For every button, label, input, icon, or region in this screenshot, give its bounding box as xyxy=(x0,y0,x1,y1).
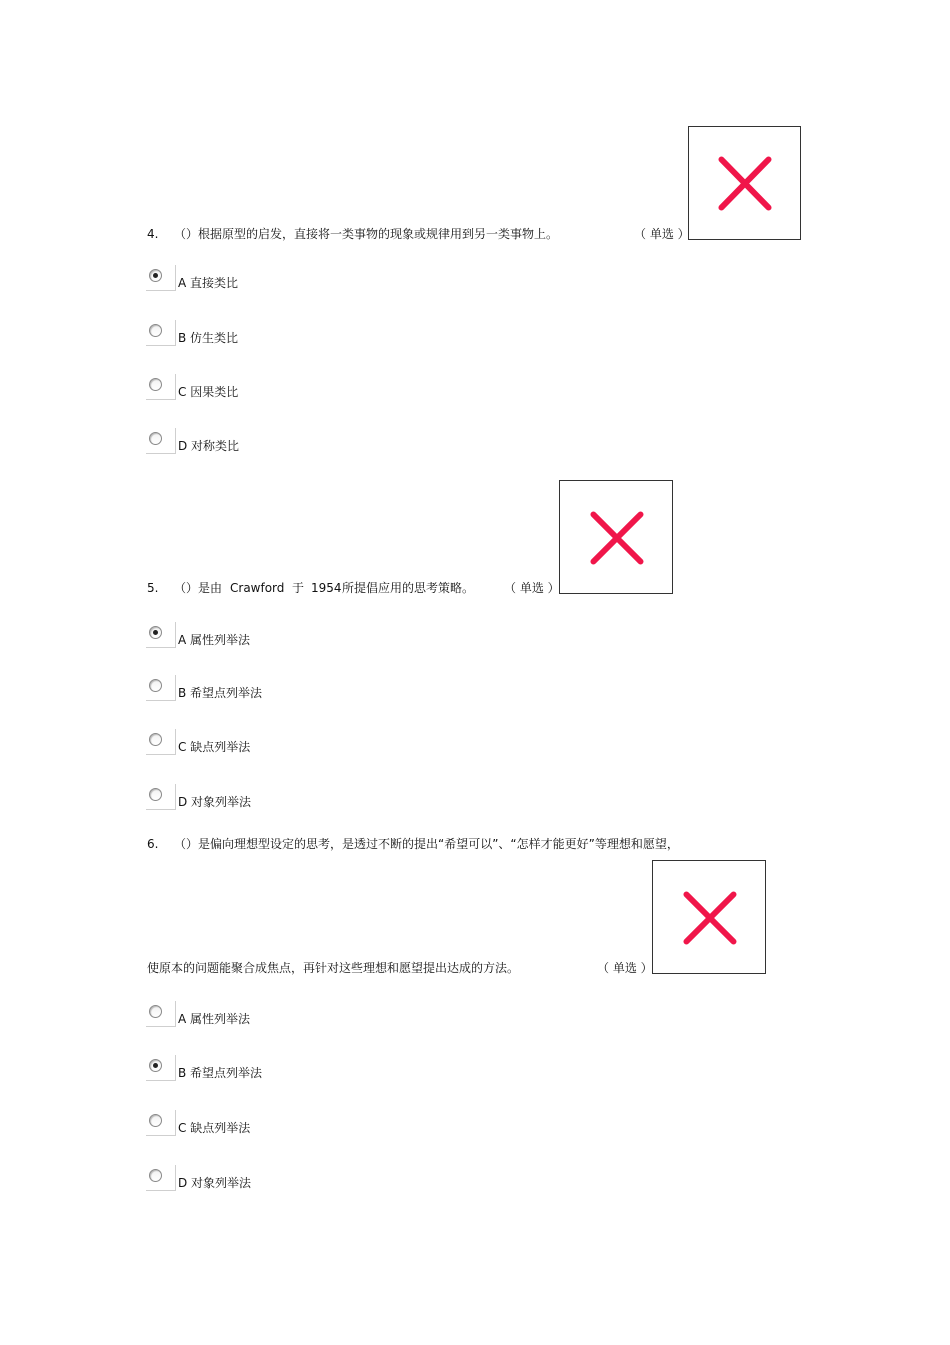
option-label: C 缺点列举法 xyxy=(178,740,251,754)
question-text-line2: 使原本的问题能聚合成焦点，再针对这些理想和愿望提出达成的方法。 xyxy=(147,961,520,975)
question-text-line1: （）是偏向理想型设定的思考，是透过不断的提出“希望可以”、“怎样才能更好”等理想和愿望， xyxy=(174,837,679,851)
option-label: A 直接类比 xyxy=(178,276,239,290)
question-text: （）根据原型的启发，直接将一类事物的现象或规律用到另一类事物上。 xyxy=(174,227,559,241)
question-text-start: （）是由 xyxy=(174,581,223,595)
radio-button[interactable] xyxy=(149,1114,162,1127)
option-label: D 对象列举法 xyxy=(178,1176,252,1190)
option-label: B 希望点列举法 xyxy=(178,686,263,700)
question-year: 1954 xyxy=(311,581,342,595)
option-label: D 对象列举法 xyxy=(178,795,252,809)
question-type-tag: （ 单选 ） xyxy=(504,581,560,595)
question-number: 6. xyxy=(147,837,159,851)
question-text-yu: 于 xyxy=(292,581,305,595)
radio-button[interactable] xyxy=(149,378,162,391)
radio-button[interactable] xyxy=(149,788,162,801)
question-type-tag: （ 单选 ） xyxy=(597,961,653,975)
option-label: A 属性列举法 xyxy=(178,633,251,647)
radio-button[interactable] xyxy=(149,626,162,639)
option-label: D 对称类比 xyxy=(178,439,240,453)
wrong-answer-mark-q4 xyxy=(688,126,801,240)
radio-button[interactable] xyxy=(149,1059,162,1072)
radio-button[interactable] xyxy=(149,432,162,445)
option-label: B 希望点列举法 xyxy=(178,1066,263,1080)
wrong-cross-icon xyxy=(689,127,800,239)
wrong-cross-icon xyxy=(560,481,672,593)
option-label: C 缺点列举法 xyxy=(178,1121,251,1135)
question-type-tag: （ 单选 ） xyxy=(634,227,690,241)
question-number: 5. xyxy=(147,581,159,595)
question-name: Crawford xyxy=(230,581,285,595)
option-label: C 因果类比 xyxy=(178,385,239,399)
option-label: B 仿生类比 xyxy=(178,331,239,345)
option-label: A 属性列举法 xyxy=(178,1012,251,1026)
question-number: 4. xyxy=(147,227,159,241)
question-text-end: 所提倡应用的思考策略。 xyxy=(342,581,475,595)
radio-button[interactable] xyxy=(149,733,162,746)
wrong-cross-icon xyxy=(653,861,765,973)
radio-button[interactable] xyxy=(149,269,162,282)
wrong-answer-mark-q6 xyxy=(652,860,766,974)
wrong-answer-mark-q5 xyxy=(559,480,673,594)
radio-button[interactable] xyxy=(149,324,162,337)
radio-button[interactable] xyxy=(149,679,162,692)
radio-button[interactable] xyxy=(149,1005,162,1018)
radio-button[interactable] xyxy=(149,1169,162,1182)
